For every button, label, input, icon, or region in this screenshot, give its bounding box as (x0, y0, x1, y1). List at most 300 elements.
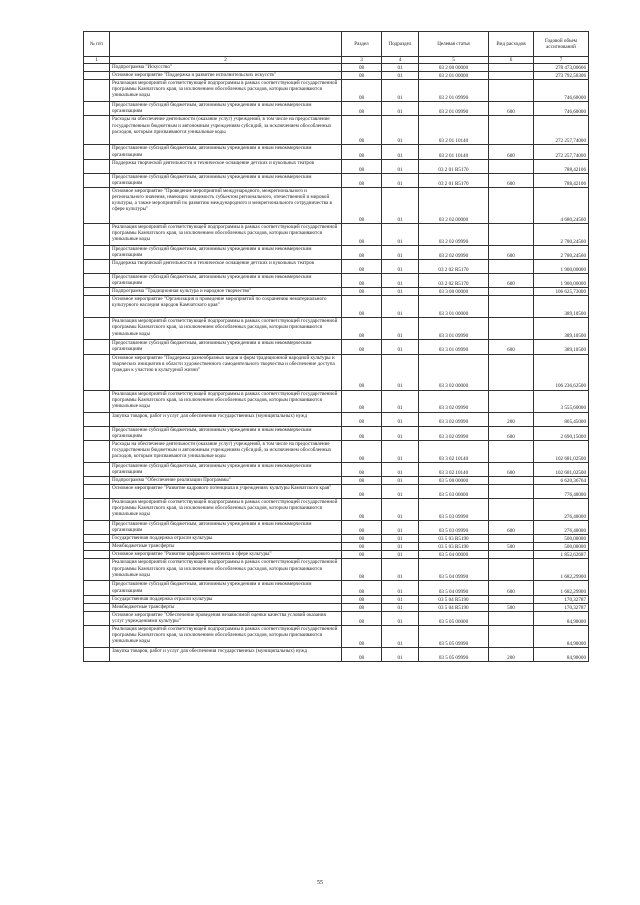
row-expense-type (489, 318, 534, 340)
row-section: 08 (342, 484, 382, 498)
row-subsection: 01 (382, 520, 419, 534)
row-section: 08 (342, 543, 382, 551)
row-target-article: 03 2 01 00000 (419, 72, 489, 80)
table-row (84, 520, 589, 534)
row-subsection: 01 (382, 80, 419, 102)
row-section: 08 (342, 274, 382, 288)
table-row (84, 535, 589, 543)
row-section: 08 (342, 390, 382, 412)
row-name: Основное мероприятие "Развитие кадрового потенциала в учреждениях культуры Камчатского края" (110, 484, 342, 498)
row-number (84, 245, 110, 259)
row-subsection: 01 (382, 223, 419, 245)
row-name: Межбюджетные трансферты (110, 543, 342, 551)
row-target-article: 03 5 05 00000 (419, 611, 489, 625)
row-target-article: 03 3 02 09990 (419, 426, 489, 440)
budget-table (83, 31, 589, 662)
row-expense-type (489, 535, 534, 543)
table-row (84, 354, 589, 390)
row-target-article: 03 5 05 09990 (419, 626, 489, 648)
row-target-article: 03 2 02 09990 (419, 245, 489, 259)
row-section: 08 (342, 296, 382, 318)
row-annual-amount: 500,00000 (534, 535, 589, 543)
column-number: 5 (419, 57, 489, 64)
row-number (84, 288, 110, 296)
row-name: Предоставление субсидий бюджетным, автономным учреждениям и иным некоммерческим организациям (110, 520, 342, 534)
table-row (84, 64, 589, 72)
row-expense-type: 600 (489, 245, 534, 259)
table-row (84, 80, 589, 102)
row-section: 08 (342, 116, 382, 145)
column-number: 1 (84, 57, 110, 64)
row-section: 08 (342, 476, 382, 484)
row-section: 08 (342, 581, 382, 595)
row-name: Основное мероприятие "Проведение мероприятий международного, межрегионального и регионального значения, имеющих значимость субъектом регионального, отечественной и мировой культуры, а также мероприятий по развитию международного и межрегионального сотрудничества в сфере культуры" (110, 187, 342, 223)
row-expense-type: 500 (489, 543, 534, 551)
row-section: 08 (342, 288, 382, 296)
row-name: Предоставление субсидий бюджетным, автономным учреждениям и иным некоммерческим организациям (110, 102, 342, 116)
row-target-article: 03 2 01 10140 (419, 145, 489, 159)
table-row (84, 245, 589, 259)
table-row (84, 440, 589, 462)
table-row (84, 173, 589, 187)
row-expense-type: 600 (489, 102, 534, 116)
row-expense-type: 600 (489, 173, 534, 187)
row-section: 08 (342, 412, 382, 426)
row-subsection: 01 (382, 102, 419, 116)
row-annual-amount: 102 681,02500 (534, 462, 589, 476)
table-row (84, 318, 589, 340)
table-header (84, 32, 589, 64)
row-annual-amount: 1 900,00000 (534, 274, 589, 288)
row-name: Предоставление субсидий бюджетным, автономным учреждениям и иным некоммерческим организациям (110, 173, 342, 187)
row-number (84, 296, 110, 318)
row-number (84, 145, 110, 159)
row-subsection: 01 (382, 159, 419, 173)
column-number-row (84, 57, 589, 64)
row-target-article: 03 3 01 09990 (419, 318, 489, 340)
row-expense-type (489, 611, 534, 625)
row-expense-type (489, 80, 534, 102)
row-name: Закупка товаров, работ и услуг для обеспечения государственных (муниципальных) нужд (110, 412, 342, 426)
header-target-article: Целевая статья (419, 32, 489, 57)
column-number: 4 (382, 57, 419, 64)
row-annual-amount: 1 852,62687 (534, 551, 589, 559)
row-target-article: 03 5 03 09990 (419, 498, 489, 520)
row-target-article: 03 5 04 00000 (419, 551, 489, 559)
table-row (84, 648, 589, 662)
row-name: Основное мероприятие "Обеспечение проведения независимой оценки качества условий оказания услуг учреждениями культуры" (110, 611, 342, 625)
row-annual-amount: 776,40000 (534, 484, 589, 498)
row-target-article: 03 5 03 00000 (419, 484, 489, 498)
row-number (84, 64, 110, 72)
row-subsection: 01 (382, 274, 419, 288)
row-subsection: 01 (382, 260, 419, 274)
row-subsection: 01 (382, 476, 419, 484)
row-number (84, 412, 110, 426)
column-number: 6 (489, 57, 534, 64)
row-target-article: 03 2 01 09990 (419, 80, 489, 102)
row-annual-amount: 273 792,58306 (534, 72, 589, 80)
row-expense-type: 600 (489, 462, 534, 476)
row-target-article: 03 3 02 09990 (419, 412, 489, 426)
row-subsection: 01 (382, 340, 419, 354)
row-section: 08 (342, 145, 382, 159)
table-row (84, 551, 589, 559)
row-target-article: 03 2 01 10140 (419, 116, 489, 145)
row-expense-type (489, 559, 534, 581)
row-target-article: 03 3 02 09990 (419, 390, 489, 412)
table-body (84, 64, 589, 662)
row-section: 08 (342, 80, 382, 102)
row-expense-type (489, 260, 534, 274)
row-number (84, 498, 110, 520)
row-annual-amount: 2 780,24560 (534, 223, 589, 245)
row-annual-amount: 1 682,29900 (534, 559, 589, 581)
row-subsection: 01 (382, 354, 419, 390)
row-section: 08 (342, 260, 382, 274)
row-section: 08 (342, 102, 382, 116)
row-name: Предоставление субсидий бюджетным, автономным учреждениям и иным некоммерческим организациям (110, 245, 342, 259)
row-expense-type (489, 187, 534, 223)
row-number (84, 595, 110, 603)
table-row (84, 603, 589, 611)
row-name: Реализация мероприятий соответствующей подпрограммы в рамках соответствующей государственной программы Камчатского края, за исключением обособленных расходов, которым присваиваются уникальные коды (110, 559, 342, 581)
table-row (84, 559, 589, 581)
row-target-article: 03 5 04 R5190 (419, 595, 489, 603)
row-annual-amount: 788,42106 (534, 173, 589, 187)
row-expense-type: 600 (489, 520, 534, 534)
row-subsection: 01 (382, 72, 419, 80)
table-row (84, 288, 589, 296)
row-section: 08 (342, 340, 382, 354)
row-number (84, 484, 110, 498)
row-name: Расходы на обеспечение деятельности (оказание услуг) учреждений, в том числе на предоставление государственным бюджетным и автономным учреждениям субсидий, за исключением обособленных расходов, которым присваиваются уникальные коды (110, 440, 342, 462)
row-annual-amount: 170,32787 (534, 595, 589, 603)
row-expense-type (489, 296, 534, 318)
budget-document (83, 31, 588, 662)
row-annual-amount: 278 473,00666 (534, 64, 589, 72)
table-row (84, 626, 589, 648)
row-subsection: 01 (382, 116, 419, 145)
row-annual-amount: 84,90000 (534, 626, 589, 648)
table-row (84, 498, 589, 520)
row-target-article: 03 5 05 09990 (419, 648, 489, 662)
row-expense-type (489, 354, 534, 390)
header-name (110, 32, 342, 57)
row-number (84, 102, 110, 116)
row-number (84, 159, 110, 173)
row-number (84, 260, 110, 274)
row-subsection: 01 (382, 296, 419, 318)
row-subsection: 01 (382, 426, 419, 440)
row-expense-type (489, 440, 534, 462)
row-expense-type: 600 (489, 340, 534, 354)
row-subsection: 01 (382, 543, 419, 551)
row-number (84, 354, 110, 390)
row-section: 08 (342, 520, 382, 534)
row-subsection: 01 (382, 559, 419, 581)
row-subsection: 01 (382, 318, 419, 340)
row-number (84, 187, 110, 223)
row-name: Государственная поддержка отрасли культуры (110, 595, 342, 603)
row-number (84, 520, 110, 534)
row-section: 08 (342, 611, 382, 625)
row-section: 08 (342, 354, 382, 390)
header-num: № п/п (84, 32, 110, 57)
table-row (84, 296, 589, 318)
row-number (84, 318, 110, 340)
row-number (84, 462, 110, 476)
row-expense-type (489, 484, 534, 498)
row-number (84, 626, 110, 648)
row-section: 08 (342, 245, 382, 259)
row-annual-amount: 6 620,36764 (534, 476, 589, 484)
row-annual-amount: 746,60000 (534, 102, 589, 116)
row-section: 08 (342, 159, 382, 173)
row-target-article: 03 5 03 R5190 (419, 543, 489, 551)
table-row (84, 426, 589, 440)
row-target-article: 03 3 01 00000 (419, 296, 489, 318)
row-name: Реализация мероприятий соответствующей подпрограммы в рамках соответствующей государственной программы Камчатского края, за исключением обособленных расходов, которым присваиваются уникальные коды (110, 390, 342, 412)
row-target-article: 03 5 04 09990 (419, 581, 489, 595)
table-row (84, 390, 589, 412)
row-name: Реализация мероприятий соответствующей подпрограммы в рамках соответствующей государственной программы Камчатского края, за исключением обособленных расходов, которым присваиваются уникальные коды (110, 80, 342, 102)
row-annual-amount: 788,42106 (534, 159, 589, 173)
row-annual-amount: 276,40000 (534, 520, 589, 534)
row-target-article: 03 2 01 R5170 (419, 159, 489, 173)
row-name: Подпрограмма "Искусство" (110, 64, 342, 72)
row-expense-type: 600 (489, 426, 534, 440)
row-target-article: 03 2 00 00000 (419, 64, 489, 72)
row-number (84, 551, 110, 559)
row-annual-amount: 3 555,60000 (534, 390, 589, 412)
row-name: Предоставление субсидий бюджетным, автономным учреждениям и иным некоммерческим организациям (110, 462, 342, 476)
row-subsection: 01 (382, 462, 419, 476)
row-name: Реализация мероприятий соответствующей подпрограммы в рамках соответствующей государственной программы Камчатского края, за исключением обособленных расходов, которым присваиваются уникальные коды (110, 318, 342, 340)
row-target-article: 03 2 02 00000 (419, 187, 489, 223)
row-section: 08 (342, 72, 382, 80)
table-row (84, 595, 589, 603)
row-annual-amount: 865,45000 (534, 412, 589, 426)
column-number: 3 (342, 57, 382, 64)
table-row (84, 159, 589, 173)
row-expense-type (489, 116, 534, 145)
row-expense-type (489, 626, 534, 648)
row-section: 08 (342, 462, 382, 476)
table-row (84, 581, 589, 595)
row-name: Поддержка творческой деятельности и техническое оснащение детских и кукольных театров (110, 159, 342, 173)
row-name: Реализация мероприятий соответствующей подпрограммы в рамках соответствующей государственной программы Камчатского края, за исключением обособленных расходов, которым присваиваются уникальные коды (110, 626, 342, 648)
row-name: Основное мероприятие "Поддержка и развитие исполнительских искусств" (110, 72, 342, 80)
row-subsection: 01 (382, 145, 419, 159)
row-subsection: 01 (382, 187, 419, 223)
row-expense-type (489, 476, 534, 484)
row-section: 08 (342, 223, 382, 245)
row-name: Предоставление субсидий бюджетным, автономным учреждениям и иным некоммерческим организациям (110, 581, 342, 595)
row-subsection: 01 (382, 595, 419, 603)
row-name: Реализация мероприятий соответствующей подпрограммы в рамках соответствующей государственной программы Камчатского края, за исключением обособленных расходов, которым присваиваются уникальные коды (110, 498, 342, 520)
row-expense-type (489, 223, 534, 245)
row-expense-type (489, 72, 534, 80)
row-number (84, 611, 110, 625)
row-expense-type: 200 (489, 648, 534, 662)
table-row (84, 611, 589, 625)
header-expense-type: Вид расходов (489, 32, 534, 57)
row-subsection: 01 (382, 626, 419, 648)
row-name: Межбюджетные трансферты (110, 603, 342, 611)
row-subsection: 01 (382, 551, 419, 559)
row-annual-amount: 500,00000 (534, 543, 589, 551)
row-subsection: 01 (382, 611, 419, 625)
row-target-article: 03 3 02 00000 (419, 354, 489, 390)
row-annual-amount: 84,90000 (534, 611, 589, 625)
row-name: Подпрограмма "Традиционная культура и народное творчество" (110, 288, 342, 296)
row-annual-amount: 106 236,62500 (534, 354, 589, 390)
table-row (84, 484, 589, 498)
row-expense-type (489, 159, 534, 173)
row-target-article: 03 5 00 00000 (419, 476, 489, 484)
row-annual-amount: 389,10500 (534, 296, 589, 318)
table-row (84, 412, 589, 426)
row-annual-amount: 272 257,74000 (534, 116, 589, 145)
row-expense-type (489, 390, 534, 412)
row-name: Подпрограмма "Обеспечение реализации Программы" (110, 476, 342, 484)
table-row (84, 145, 589, 159)
row-target-article: 03 3 02 10140 (419, 440, 489, 462)
row-number (84, 559, 110, 581)
row-expense-type: 600 (489, 145, 534, 159)
row-annual-amount: 170,32787 (534, 603, 589, 611)
row-target-article: 03 2 02 09990 (419, 223, 489, 245)
header-subsection: Подраздел (382, 32, 419, 57)
row-target-article: 03 3 02 10140 (419, 462, 489, 476)
row-number (84, 274, 110, 288)
row-target-article: 03 5 03 R5190 (419, 535, 489, 543)
row-expense-type (489, 551, 534, 559)
row-name: Расходы на обеспечение деятельности (оказание услуг) учреждений, в том числе на предоставление государственным бюджетным и автономным учреждениям субсидий, за исключением обособленных расходов, которым присваиваются уникальные коды (110, 116, 342, 145)
table-row (84, 462, 589, 476)
row-annual-amount: 2 690,15000 (534, 426, 589, 440)
row-target-article: 03 2 01 09990 (419, 102, 489, 116)
row-expense-type: 500 (489, 603, 534, 611)
row-target-article: 03 2 02 R5170 (419, 274, 489, 288)
table-row (84, 116, 589, 145)
row-annual-amount: 272 257,74000 (534, 145, 589, 159)
row-annual-amount: 1 682,29900 (534, 581, 589, 595)
row-number (84, 80, 110, 102)
column-number: 2 (110, 57, 342, 64)
row-section: 08 (342, 559, 382, 581)
row-subsection: 01 (382, 498, 419, 520)
row-subsection: 01 (382, 648, 419, 662)
row-number (84, 476, 110, 484)
row-number (84, 223, 110, 245)
row-section: 08 (342, 498, 382, 520)
row-target-article: 03 2 02 R5170 (419, 260, 489, 274)
row-annual-amount: 276,40000 (534, 498, 589, 520)
row-section: 08 (342, 626, 382, 648)
row-number (84, 173, 110, 187)
row-annual-amount: 4 680,24560 (534, 187, 589, 223)
table-row (84, 72, 589, 80)
row-subsection: 01 (382, 64, 419, 72)
table-row (84, 274, 589, 288)
row-subsection: 01 (382, 603, 419, 611)
row-section: 08 (342, 440, 382, 462)
row-section: 08 (342, 426, 382, 440)
table-row (84, 476, 589, 484)
header-annual-amount: Годовой объем ассигнований (534, 32, 589, 57)
row-name: Основное мероприятие "Организация и проведение мероприятий по сохранению нематериального культурного наследия народов Камчатского края" (110, 296, 342, 318)
row-number (84, 535, 110, 543)
row-name: Предоставление субсидий бюджетным, автономным учреждениям и иным некоммерческим организациям (110, 426, 342, 440)
row-number (84, 390, 110, 412)
row-section: 08 (342, 603, 382, 611)
row-expense-type (489, 595, 534, 603)
row-annual-amount: 389,10500 (534, 340, 589, 354)
row-section: 08 (342, 648, 382, 662)
column-number: 7 (534, 57, 589, 64)
row-annual-amount: 106 625,73000 (534, 288, 589, 296)
row-target-article: 03 2 01 R5170 (419, 173, 489, 187)
row-number (84, 340, 110, 354)
row-target-article: 03 5 04 R5190 (419, 603, 489, 611)
row-name: Поддержка творческой деятельности и техническое оснащение детских и кукольных театров (110, 260, 342, 274)
row-subsection: 01 (382, 581, 419, 595)
row-expense-type (489, 288, 534, 296)
row-name: Предоставление субсидий бюджетным, автономным учреждениям и иным некоммерческим организациям (110, 145, 342, 159)
row-section: 08 (342, 595, 382, 603)
row-section: 08 (342, 64, 382, 72)
header-section: Раздел (342, 32, 382, 57)
row-number (84, 603, 110, 611)
row-section: 08 (342, 173, 382, 187)
row-section: 08 (342, 318, 382, 340)
row-target-article: 03 3 00 00000 (419, 288, 489, 296)
row-annual-amount: 102 681,02500 (534, 440, 589, 462)
row-subsection: 01 (382, 173, 419, 187)
row-annual-amount: 389,10500 (534, 318, 589, 340)
row-subsection: 01 (382, 245, 419, 259)
row-number (84, 440, 110, 462)
row-expense-type (489, 64, 534, 72)
row-annual-amount: 746,60000 (534, 80, 589, 102)
row-annual-amount: 1 900,00000 (534, 260, 589, 274)
row-target-article: 03 5 03 09990 (419, 520, 489, 534)
row-subsection: 01 (382, 484, 419, 498)
table-row (84, 102, 589, 116)
row-name: Основное мероприятие "Поддержка разнообразных видов и форм традиционной народной культуры и творческих инициатив в области художественного самодеятельного творчества и обеспечение доступа граждан к участию в культурной жизни" (110, 354, 342, 390)
row-subsection: 01 (382, 288, 419, 296)
table-row (84, 187, 589, 223)
row-number (84, 581, 110, 595)
row-annual-amount: 84,90000 (534, 648, 589, 662)
table-row (84, 260, 589, 274)
table-row (84, 543, 589, 551)
row-number (84, 426, 110, 440)
table-row (84, 223, 589, 245)
row-target-article: 03 3 01 09990 (419, 340, 489, 354)
row-number (84, 72, 110, 80)
row-name: Предоставление субсидий бюджетным, автономным учреждениям и иным некоммерческим организациям (110, 274, 342, 288)
row-expense-type: 600 (489, 581, 534, 595)
row-subsection: 01 (382, 412, 419, 426)
row-number (84, 116, 110, 145)
row-name: Основное мероприятие "Развитие цифрового контента в сфере культуры" (110, 551, 342, 559)
row-expense-type: 200 (489, 412, 534, 426)
row-name: Реализация мероприятий соответствующей подпрограммы в рамках соответствующей государственной программы Камчатского края, за исключением обособленных расходов, которым присваиваются уникальные коды (110, 223, 342, 245)
row-section: 08 (342, 187, 382, 223)
